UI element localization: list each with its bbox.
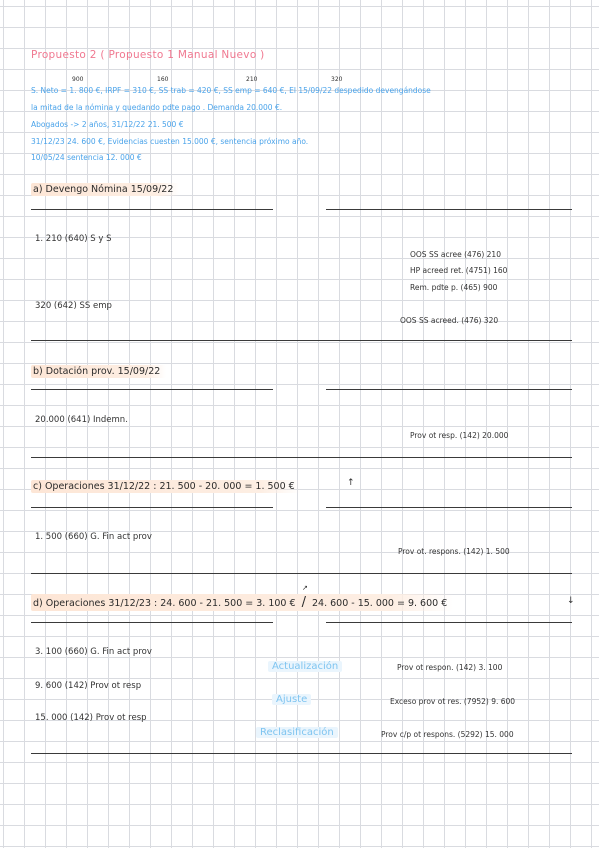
section-a-credit-2: HP acreed ret. (4751) 160 bbox=[410, 266, 508, 275]
section-c-divider-left bbox=[31, 507, 273, 508]
section-d-bottom-line bbox=[31, 753, 572, 754]
superscript-900: 900 bbox=[72, 76, 84, 83]
intro-line-1: S. Neto = 1. 800 €, IRPF = 310 €, SS trab = 420 €, SS emp = 640 €, El 15/09/22 despedido devengándose bbox=[31, 86, 431, 95]
section-d-divider-right bbox=[326, 622, 572, 623]
section-d-credit-1: Prov ot respon. (142) 3. 100 bbox=[397, 663, 503, 672]
section-d-separator: / bbox=[301, 595, 306, 610]
label-reclasificacion: Reclasificación bbox=[256, 727, 338, 738]
section-a-divider-left bbox=[31, 209, 273, 210]
section-b-debit-1: 20.000 (641) Indemn. bbox=[35, 415, 128, 425]
superscript-320: 320 bbox=[331, 76, 343, 83]
section-a-bottom-line bbox=[31, 340, 572, 341]
section-d-debit-3: 15. 000 (142) Prov ot resp bbox=[35, 713, 147, 723]
section-a-credit-1: OOS SS acree (476) 210 bbox=[410, 250, 501, 259]
arrow-down-icon: ↓ bbox=[567, 596, 575, 606]
section-b-divider-right bbox=[326, 389, 572, 390]
label-actualizacion: Actualización bbox=[268, 661, 342, 672]
intro-line-5: 10/05/24 sentencia 12. 000 € bbox=[31, 153, 142, 162]
intro-line-3: Abogados -> 2 años, 31/12/22 21. 500 € bbox=[31, 120, 184, 129]
section-d-divider-left bbox=[31, 622, 273, 623]
section-d-credit-3: Prov c/p ot respons. (5292) 15. 000 bbox=[381, 730, 514, 739]
section-a-credit-4: OOS SS acreed. (476) 320 bbox=[400, 316, 499, 325]
superscript-160: 160 bbox=[157, 76, 169, 83]
section-d-credit-2: Exceso prov ot res. (7952) 9. 600 bbox=[390, 697, 516, 706]
section-c-credit-1: Prov ot. respons. (142) 1. 500 bbox=[398, 547, 510, 556]
section-d-heading bbox=[31, 594, 453, 611]
section-c-divider-right bbox=[326, 507, 572, 508]
page-title: Propuesto 2 ( Propuesto 1 Manual Nuevo ) bbox=[31, 49, 265, 61]
section-b-credit-1: Prov ot resp. (142) 20.000 bbox=[410, 431, 509, 440]
section-a-divider-right bbox=[326, 209, 572, 210]
superscript-210: 210 bbox=[246, 76, 258, 83]
section-c-debit-1: 1. 500 (660) G. Fin act prov bbox=[35, 532, 152, 542]
section-b-heading: b) Dotación prov. 15/09/22 bbox=[31, 365, 166, 378]
section-d-heading-part-1: d) Operaciones 31/12/23 : 24. 600 - 21. 500 = 3. 100 € bbox=[33, 598, 296, 609]
arrow-up-right-icon: ↗ bbox=[302, 584, 308, 592]
intro-line-2: la mitad de la nómina y quedando pdte pago . Demanda 20.000 €. bbox=[31, 103, 283, 112]
section-b-divider-left bbox=[31, 389, 273, 390]
section-a-heading: a) Devengo Nómina 15/09/22 bbox=[31, 183, 179, 196]
section-d-debit-1: 3. 100 (660) G. Fin act prov bbox=[35, 647, 152, 657]
section-d-heading-part-2: 24. 600 - 15. 000 = 9. 600 € bbox=[311, 598, 448, 609]
section-b-bottom-line bbox=[31, 457, 572, 458]
section-c-bottom-line bbox=[31, 573, 572, 574]
section-a-credit-3: Rem. pdte p. (465) 900 bbox=[410, 283, 498, 292]
section-c-heading: c) Operaciones 31/12/22 : 21. 500 - 20. 000 = 1. 500 € bbox=[31, 480, 301, 493]
section-a-debit-1: 1. 210 (640) S y S bbox=[35, 234, 112, 244]
section-a-debit-2: 320 (642) SS emp bbox=[35, 301, 112, 311]
label-ajuste: Ajuste bbox=[272, 694, 311, 705]
section-d-debit-2: 9. 600 (142) Prov ot resp bbox=[35, 681, 142, 691]
intro-line-4: 31/12/23 24. 600 €, Evidencias cuesten 15.000 €, sentencia próximo año. bbox=[31, 137, 309, 146]
up-arrow-icon: ↑ bbox=[347, 478, 355, 488]
